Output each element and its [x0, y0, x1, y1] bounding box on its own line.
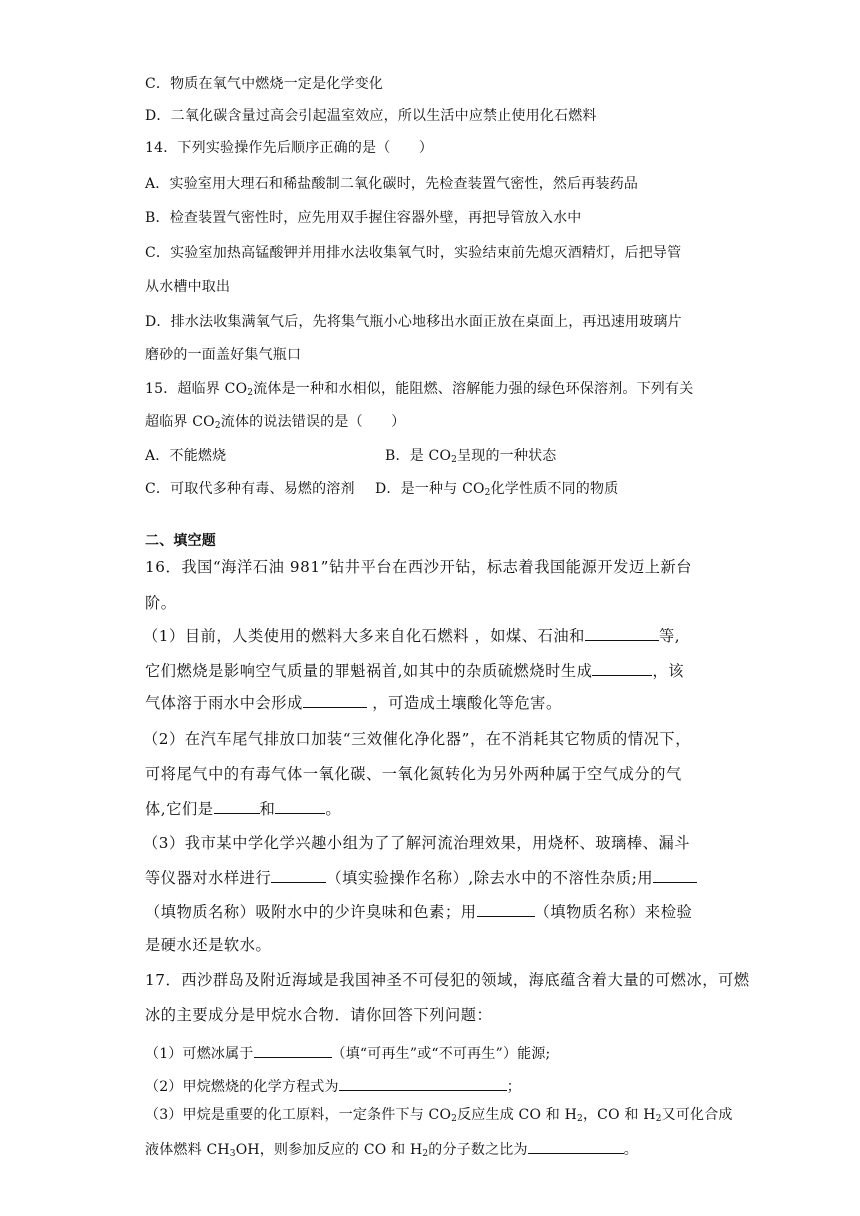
q16-part1-line3	[145, 693, 562, 712]
blank-field[interactable]	[477, 902, 535, 917]
q16-part3-line3	[145, 902, 692, 921]
q16-p2-text: 和	[259, 800, 276, 818]
q15-text-d: 流体的说法错误的是（ ）	[220, 414, 406, 430]
option-15-b	[385, 447, 556, 465]
q17-p3-text: 反应生成 CO 和 H	[457, 1107, 578, 1123]
question-14-stem: 14．下列实验操作先后顺序正确的是（ ）	[145, 140, 434, 156]
q15-text-a: 15．超临界 CO	[145, 381, 248, 397]
question-17-line2: 冰的主要成分是甲烷水合物．请你回答下列问题：	[145, 1006, 493, 1024]
blank-field[interactable]	[592, 661, 652, 676]
q16-p1-text: 等,	[658, 627, 681, 645]
option-15-b-text: B．是 CO	[385, 448, 452, 464]
option-14-c-line2: 从水槽中取出	[145, 279, 231, 295]
q16-p3-text: （填物质名称）吸附水中的少许臭味和色素；用	[145, 903, 477, 921]
option-15-d-text: D．是一种与 CO	[375, 481, 485, 497]
q16-p1-text: ，可造成土壤酸化等危害。	[366, 694, 562, 712]
blank-field[interactable]	[254, 1043, 332, 1058]
option-15-d	[375, 480, 618, 498]
subscript: 2	[577, 1114, 583, 1124]
subscript: 2	[422, 1149, 429, 1159]
q17-part2	[145, 1076, 521, 1096]
subscript: 3	[229, 1149, 236, 1159]
subscript: 2	[247, 388, 254, 398]
option-15-c: C．可取代多种有毒、易燃的溶剂	[145, 481, 355, 497]
q16-p1-text: 气体溶于雨水中会形成	[145, 694, 303, 712]
blank-field[interactable]	[303, 693, 367, 708]
blank-field[interactable]	[528, 1139, 624, 1154]
q16-part3-line2	[145, 868, 697, 887]
q17-p3-text: 液体燃料 CH	[145, 1142, 230, 1158]
question-15-line1	[145, 380, 693, 398]
question-17-line1: 17．西沙群岛及附近海域是我国神圣不可侵犯的领域，海底蕴含着大量的可燃冰，可燃	[145, 971, 750, 989]
option-13-d: D．二氧化碳含量过高会引起温室效应，所以生活中应禁止使用化石燃料	[145, 108, 597, 124]
q15-text-b: 流体是一种和水相似，能阻燃、溶解能力强的绿色环保溶剂。下列有关	[253, 381, 694, 397]
subscript: 2	[655, 1114, 662, 1124]
q17-p3-text: 。	[623, 1142, 638, 1158]
q17-p1-text: （1）可燃冰属于	[145, 1046, 254, 1062]
question-16-line1: 16．我国“海洋石油 981”钻井平台在西沙开钻，标志着我国能源开发迈上新台	[145, 558, 693, 576]
q16-part2-line1: （2）在汽车尾气排放口加装“三效催化净化器”，在不消耗其它物质的情况下，	[143, 730, 691, 748]
q16-p1-text: 它们燃烧是影响空气质量的罪魁祸首,如其中的杂质硫燃烧时生成	[145, 662, 593, 680]
option-14-d-line1: D．排水法收集满氧气后，先将集气瓶小心地移出水面正放在桌面上，再迅速用玻璃片	[145, 314, 682, 330]
q16-part3-line1: （3）我市某中学化学兴趣小组为了了解河流治理效果，用烧杯、玻璃棒、漏斗	[143, 834, 691, 852]
subscript: 2	[484, 488, 491, 498]
q15-text-c: 超临界 CO	[145, 414, 215, 430]
blank-field[interactable]	[271, 868, 326, 883]
q17-p3-text: （3）甲烷是重要的化工原料，一定条件下与 CO	[145, 1107, 452, 1123]
question-16-line2: 阶。	[145, 594, 177, 612]
q16-p3-text: （填物质名称）来检验	[534, 903, 693, 921]
q17-p3-text: OH，则参加反应的 CO 和 H	[235, 1142, 423, 1158]
option-14-b: B．检查装置气密性时，应先用双手握住容器外壁，再把导管放入水中	[145, 210, 582, 226]
q17-part3-line1	[145, 1106, 733, 1124]
blank-field[interactable]	[653, 868, 697, 883]
option-15-d-text2: 化学性质不同的物质	[490, 481, 619, 497]
option-15-b-text2: 呈现的一种状态	[457, 448, 557, 464]
blank-field[interactable]	[585, 626, 659, 641]
q17-p2-text: ；	[506, 1079, 521, 1095]
q16-part1-line1	[143, 626, 680, 645]
blank-field[interactable]	[275, 799, 325, 814]
subscript: 2	[451, 1114, 458, 1124]
option-15-a: A．不能燃烧	[145, 448, 227, 464]
option-14-c-line1: C．实验室加热高锰酸钾并用排水法收集氧气时，实验结束前先熄灭酒精灯，后把导管	[145, 245, 682, 261]
q16-p1-text: （1）目前，人类使用的燃料大多来自化石燃料 ，如煤、石油和	[143, 627, 585, 645]
q17-p3-text: ，CO 和 H	[582, 1107, 656, 1123]
subscript: 2	[451, 455, 458, 465]
q17-p2-text: （2）甲烷燃烧的化学方程式为	[145, 1079, 339, 1095]
subscript: 2	[214, 421, 221, 431]
blank-field[interactable]	[339, 1076, 507, 1091]
option-13-c: C．物质在氧气中燃烧一定是化学变化	[145, 76, 384, 92]
q17-p3-text: 又可化合成	[661, 1107, 733, 1123]
q16-p1-text: ，该	[652, 662, 685, 680]
question-15-line2	[145, 413, 405, 431]
q16-part2-line3	[145, 799, 341, 818]
q17-part1	[145, 1043, 550, 1063]
q16-part3-line4: 是硬水还是软水。	[145, 936, 272, 954]
q17-p3-text: 的分子数之比为	[428, 1142, 528, 1158]
q16-p3-text: 等仪器对水样进行	[145, 869, 272, 887]
q16-p2-text: 体,它们是	[145, 800, 214, 818]
blank-field[interactable]	[214, 799, 260, 814]
q16-p2-text: 。	[325, 800, 342, 818]
q16-part1-line2	[145, 661, 684, 680]
option-14-a: A．实验室用大理石和稀盐酸制二氧化碳时，先检查装置气密性，然后再装药品	[145, 176, 639, 192]
q17-part3-line2	[145, 1139, 638, 1159]
q17-p1-text: （填“可再生”或“不可再生”）能源;	[331, 1046, 551, 1062]
section-heading: 二、填空题	[145, 533, 216, 549]
option-14-d-line2: 磨砂的一面盖好集气瓶口	[145, 347, 302, 363]
q16-p3-text: （填实验操作名称）,除去水中的不溶性杂质;用	[326, 869, 654, 887]
q16-part2-line2: 可将尾气中的有毒气体一氧化碳、一氧化氮转化为另外两种属于空气成分的气	[145, 765, 682, 783]
